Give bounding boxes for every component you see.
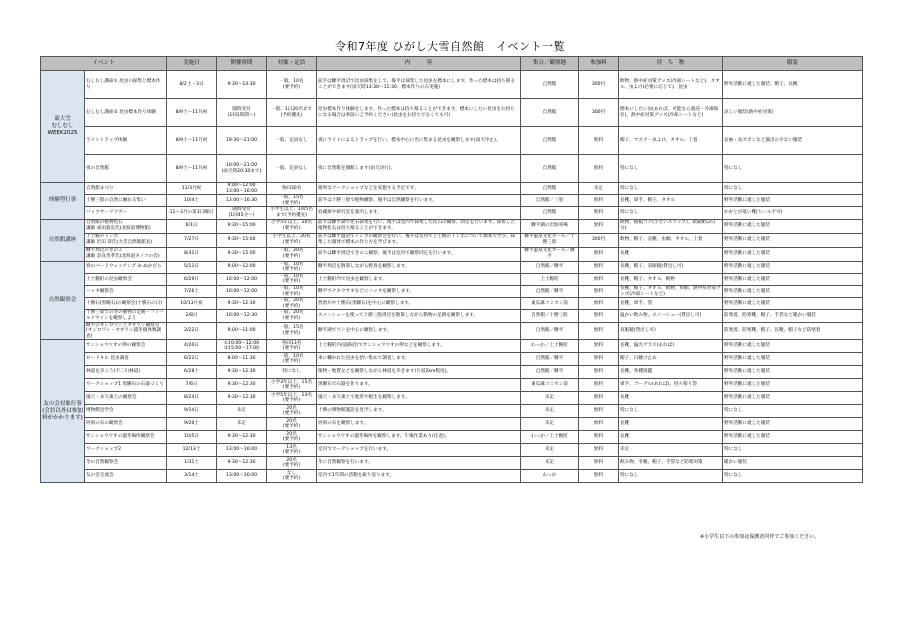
event-time: 9:30〜12:30 (217, 392, 267, 405)
header-place: 集合／観察地 (521, 57, 579, 71)
event-target: 20名 (要予約) (267, 418, 317, 431)
event-dress: 涼しい服装(熱中症対策) (723, 99, 863, 127)
event-place: 未定 (521, 444, 579, 457)
event-time: 9:30〜15:00 (217, 247, 267, 261)
event-place: 自然館 (521, 127, 579, 155)
event-date: 11/3月祝 (167, 183, 217, 195)
event-name: むしむし講座① 昆虫の採集と標本作り (85, 71, 167, 99)
event-dress: 防寒着、防寒靴、帽子、手袋など暖かい服装 (723, 310, 863, 322)
event-content: 収蔵庫や研究室を案内します。 (317, 207, 521, 219)
table-row (41, 379, 863, 392)
event-dress: 暖かい服装 (723, 457, 863, 470)
event-items: 双眼鏡(貸出し可) (619, 322, 723, 340)
event-time: 8:00〜11:30 (217, 353, 267, 366)
event-place: 自然館／糠平 (521, 353, 579, 366)
event-time: 9:30〜12:30 (217, 457, 267, 470)
event-content: 糠平湖でワシを中心に観察します。 (317, 322, 521, 340)
event-time: 13:00〜16:00 (217, 470, 267, 483)
event-place: 自然館／糠平 (521, 261, 579, 273)
event-group-label: 体験型行事 (41, 183, 85, 220)
event-items: 長靴、軍手、袋 (619, 298, 723, 310)
table-row (41, 431, 863, 444)
event-date: 10/13月祝 (167, 298, 217, 310)
event-place: 自然館／十勝三股 (521, 310, 579, 322)
event-fee: 無料 (579, 207, 619, 219)
header-items: 持 ち 物 (619, 57, 723, 71)
header-time: 開催時間 (217, 57, 267, 71)
event-place: 自然館 (521, 99, 579, 127)
event-group-label: 東大雪 むしむし WEEK2025 (41, 71, 85, 183)
event-name: 博物館見学会 (85, 405, 167, 418)
event-name: ハッタ観察会 (85, 285, 167, 297)
event-time: 9:30〜12:30 (217, 366, 267, 379)
event-date: 6/22日 (167, 353, 217, 366)
table-row (41, 219, 863, 233)
table-row (41, 310, 863, 322)
event-time: 未定 (217, 418, 267, 431)
event-items: 飲み物、冬靴、帽子、手袋など防寒対策 (619, 457, 723, 470)
event-fee: 無料 (579, 353, 619, 366)
table-row (41, 366, 863, 379)
event-fee: 無料 (579, 285, 619, 297)
event-name: 風穴・永久凍土の観察会 (85, 392, 167, 405)
event-items: 長靴 (619, 247, 723, 261)
event-items: 特になし (619, 470, 723, 483)
table-row (41, 127, 863, 155)
event-place: 未定 (521, 418, 579, 431)
event-place: 自然館 (521, 155, 579, 183)
event-place: 東瓜幕コミセン前 (521, 379, 579, 392)
event-items: 飲物、移植ゴテ(小さいスコップ)、新聞紙(2日分) (619, 219, 723, 233)
event-dress: 野外活動に適した服装 (723, 379, 863, 392)
event-date: 8/31日 (167, 247, 217, 261)
event-place: 自然館 (521, 183, 579, 195)
event-place: わっか (521, 470, 579, 483)
event-fee: 無料 (579, 470, 619, 483)
event-target: 一般、10名 (要予約) (267, 261, 317, 273)
event-time: 9:30〜15:00 (217, 233, 267, 247)
event-date: 10/4土 (167, 195, 217, 207)
event-content: 昆虫標本作り体験をします。作った標本は持ち帰ることができます。標本にしたい昆虫をお持ちになる場合は事前にご予約ください(昆虫をお持ちでなくても可) (317, 99, 521, 127)
event-content: 糠平周辺を散策しながら野鳥を観察します。 (317, 261, 521, 273)
event-content: 十勝の博物館施設を見学します。 (317, 405, 521, 418)
event-date: 7/6日 (167, 379, 217, 392)
event-date: 9/20土 (167, 418, 217, 431)
event-date: 8/9土〜11月祝 (167, 127, 217, 155)
event-target: 小学5年以上、13名 (要予約) (267, 392, 317, 405)
table-row (41, 195, 863, 207)
event-name: バックヤードツアー (85, 207, 167, 219)
document-title: 令和7年度 ひがし大雪自然館 イベント一覧 (335, 40, 565, 53)
event-time: 9:30〜12:30 (217, 379, 267, 392)
event-content: 前半は糠平周辺できのこ観察、後半は室内で観察同定を行います。 (317, 247, 521, 261)
event-target: 各回30名 (267, 183, 317, 195)
event-target: 13名 (要予約) (267, 444, 317, 457)
event-target: 小学3年以上、15名 (要予約) (267, 379, 317, 392)
table-row (41, 233, 863, 247)
event-fee: 無料 (579, 340, 619, 353)
event-dress: 野外活動に適した服装 (723, 431, 863, 444)
event-items: 軍手、ゴーグル(あれば)、持ち帰り袋 (619, 379, 723, 392)
event-target: 一般、定員なし (267, 155, 317, 183)
event-place: 自然館／糠平 (521, 366, 579, 379)
event-target: 20名 (要予約) (267, 405, 317, 418)
event-items: 長靴、帽子、タオル、飲物 (619, 273, 723, 285)
event-place: 東瓜幕コミセン前 (521, 298, 579, 310)
event-name: 十勝三股の自然に触れる集い (85, 195, 167, 207)
event-target: 各回13名 (要予約) (267, 340, 317, 353)
event-place: 糠平温泉文化ホール／十勝三股 (521, 233, 579, 247)
event-fee: 無料 (579, 457, 619, 470)
event-dress: 野外活動に適した服装 (723, 195, 863, 207)
header-row (41, 57, 863, 71)
event-place: 自然館 (521, 207, 579, 219)
event-fee: 300円 (579, 233, 619, 247)
event-content: 風穴・永久凍土で地形や植生を観察します。 (317, 392, 521, 405)
event-dress: 野外活動に適した服装 (723, 392, 863, 405)
event-place: 糠平温泉文化ホール／糠平 (521, 247, 579, 261)
table-row (41, 298, 863, 310)
event-target: 小学生以上、1回5名まで(予約優先) (267, 207, 317, 219)
event-dress: 野外活動に適した服装、帽子、長靴 (723, 71, 863, 99)
event-dress: 特になし (723, 470, 863, 483)
header-target: 対象・定員 (267, 57, 317, 71)
event-target: 一般、20名 (要予約) (267, 310, 317, 322)
event-content: 前半は糠平湖で化石採集を行い、後半は室内で採集した化石の観察、同定を行います。採集した植物化石は持ち帰ることができます。 (317, 219, 521, 233)
event-content: 植物・地質などを観察しながら林道を歩きます(片道2km程度)。 (317, 366, 521, 379)
event-items: 特になし (619, 183, 723, 195)
event-content: 室内で1年間の活動を振り返ります。 (317, 470, 521, 483)
event-items: 飲物、帽子、長靴、虫網、タオル、上着 (619, 233, 723, 247)
header-date: 実施日 (167, 57, 217, 71)
event-date: 8/24日 (167, 392, 217, 405)
table-row (41, 285, 863, 297)
event-fee: 無料 (579, 322, 619, 340)
event-items: 長靴、偏光グラス(あれば) (619, 340, 723, 353)
event-name: 林道を歩こう(不二川林道) (85, 366, 167, 379)
event-date: 7/27日 (167, 233, 217, 247)
event-items: 長靴 (619, 431, 723, 444)
event-target: 一般、10名 (要予約) (267, 273, 317, 285)
event-fee: 無料 (579, 261, 619, 273)
event-items: 特になし (619, 155, 723, 183)
event-content: 前半は糠平温泉でトンボの観察会を行い、後半は室内で上士幌のトンボについて標本で学び、採集した個体で標本の作り方を学びます。 (317, 233, 521, 247)
table-row (41, 99, 863, 127)
event-items: 特になし (619, 207, 723, 219)
event-name: 十勝石(黒曜石)の観察会(十勝石の日) (85, 298, 167, 310)
table-row (41, 261, 863, 273)
event-name: ワークショップ2 (85, 444, 167, 457)
event-target: 一般、20名 (要予約) (267, 298, 317, 310)
event-target: 小学生以上、20名 (要予約) (267, 233, 317, 247)
event-fee: 無料 (579, 431, 619, 444)
event-date: 6/1日 (167, 219, 217, 233)
event-fee: 未定 (579, 183, 619, 195)
event-target: 一般、10名 (要予約) (267, 353, 317, 366)
event-content: 糠平でナキウサギなどにハッタを観察します。 (317, 285, 521, 297)
event-content: 冬に自然観察を行います。 (317, 457, 521, 470)
event-dress: 野外活動に適した服装 (723, 418, 863, 431)
event-fee: 無料 (579, 273, 619, 285)
event-time: 19:30〜21:00 (217, 127, 267, 155)
event-date: 9/14日 (167, 405, 217, 418)
event-name: サンショウウオの越冬場所観察会 (85, 431, 167, 444)
event-content: 車に轢かれた昆虫を拾い集めて調査します。 (317, 353, 521, 366)
event-dress: 防寒着、防寒靴、帽子、長靴、帽子など防寒着 (723, 322, 863, 340)
event-content: 黒曜石で石器を作ります。 (317, 379, 521, 392)
event-time: 9:00〜12:00 (217, 261, 267, 273)
event-dress: 野外活動に適した服装 (723, 353, 863, 366)
event-date: 4/20日 (167, 340, 217, 353)
event-time: 9:30〜14:30 (217, 71, 267, 99)
event-date: 6/29日 (167, 273, 217, 285)
table-row (41, 207, 863, 219)
event-dress: かかとが低い靴(ヒール不可) (723, 207, 863, 219)
event-content: 夜にライトによるトラップを行い、標本中心に光に集まる昆虫を観察します(雨天中止)。 (317, 127, 521, 155)
event-fee: 無料 (579, 195, 619, 207)
event-place: わっか／上士幌町 (521, 431, 579, 444)
event-name: 夜の自然館 (85, 155, 167, 183)
event-group-label: 自然観察会 (41, 261, 85, 340)
table-row (41, 392, 863, 405)
event-place: 未定 (521, 405, 579, 418)
event-place: 自然館／糠平 (521, 322, 579, 340)
event-group-label: 自然館講座 (41, 219, 85, 261)
event-time: 10:00〜12:00 (217, 273, 267, 285)
event-fee: 無料 (579, 366, 619, 379)
event-date: 7/26土 (167, 285, 217, 297)
event-fee: 無料 (579, 310, 619, 322)
event-dress: 野外活動に適した服装 (723, 340, 863, 353)
event-name: 冬の自然観察会 (85, 457, 167, 470)
event-dress: 特になし (723, 155, 863, 183)
event-time: 9:00〜12:00 13:00〜16:00 (217, 183, 267, 195)
event-target: 20名 (要予約) (267, 431, 317, 444)
event-time: 9:30〜12:30 (217, 298, 267, 310)
event-place: 未定 (521, 392, 579, 405)
event-fee: 無料 (579, 379, 619, 392)
event-dress: 特になし (723, 405, 863, 418)
event-time: 随時受付 (1回45分〜) (217, 207, 267, 219)
event-items: 飲物、熱中症対策グッズ(冷却シートなど)、タオル、虫よけ(必要に応じて)、昆虫 (619, 71, 723, 99)
event-name: サンショウウオの卵の観察会 (85, 340, 167, 353)
event-content: スノーシューを使って十勝三股周辺を散策しながら動物の足跡を観察します。 (317, 310, 521, 322)
event-target: 小学5年以上、20名 (要予約) (267, 219, 317, 233)
event-date: 11〜3月の第3日曜日 (167, 207, 217, 219)
event-items: 長靴、各種図鑑 (619, 366, 723, 379)
event-name: ロードキル 昆虫調査 (85, 353, 167, 366)
event-date: 2/22日 (167, 322, 217, 340)
event-time: 13:00〜16:00 (217, 444, 267, 457)
event-items: 帽子、マスク・虫よけ、タオル、上着 (619, 127, 723, 155)
footnote: ※小学生以下の参加は保護者同伴でご参加ください。 (700, 534, 820, 540)
event-table (40, 56, 863, 483)
event-time: 9:30〜12:30 (217, 431, 267, 444)
event-dress: 野外活動に適した服装 (723, 298, 863, 310)
event-date: 8/2土・3日 (167, 71, 217, 99)
event-content: 前半は糠平周辺で昆虫採集をして、後半は採集した昆虫を標本にします。作った標本は持ち帰ることができます(雨天時13:30〜11:30、標本作りのみ実施) (317, 71, 521, 99)
event-dress: 特になし (723, 444, 863, 457)
event-fee: 無料 (579, 444, 619, 457)
event-place: わっか／上士幌町 (521, 340, 579, 353)
event-items: 温かい飲み物、スノーシュー(貸出し可) (619, 310, 723, 322)
event-time: 9:00〜11:00 (217, 322, 267, 340)
event-fee: 無料 (579, 418, 619, 431)
event-content: 室内でワークショップを行います。 (317, 444, 521, 457)
table-row (41, 155, 863, 183)
event-time: 未定 (217, 405, 267, 418)
event-target: 一般、15名 (要予約) (267, 322, 317, 340)
table-row (41, 405, 863, 418)
event-name: 友の会交流会 (85, 470, 167, 483)
event-items: 帽子、日焼け止め (619, 353, 723, 366)
event-name: 十勝三股での冬の動物の足跡・フィールドサインを観察しよう (85, 310, 167, 322)
event-date: 8/9土〜11月祝 (167, 99, 217, 127)
event-place: 未定 (521, 457, 579, 470)
event-target: 一般、10名 (要予約) (267, 71, 317, 99)
event-date: 2/8日 (167, 310, 217, 322)
table-row (41, 322, 863, 340)
event-name: 自然館の植物化石 講師 成田敦史氏(北海道博物館) (85, 219, 167, 233)
event-time: 13:00〜16:30 (217, 195, 267, 207)
event-target: 20名 (要予約) (267, 457, 317, 470)
event-content: 前半は十勝三股で植物観察、後半は自然観察を行います。 (317, 195, 521, 207)
event-name: 上士幌町の昆虫観察会 (85, 273, 167, 285)
event-target: 一般、20名 (要予約) (267, 247, 317, 261)
event-date: 8/9土〜11月祝 (167, 155, 217, 183)
event-items: 長靴、帽子、タオル、飲物、虫網、熱中症対策グッズ(冷却シートなど) (620, 285, 721, 297)
header-content: 内 容 (317, 57, 521, 71)
event-content: 上士幌町内で昆虫を観察します。 (317, 273, 521, 285)
event-place: 自然館 (521, 71, 579, 99)
event-fee: 無料 (579, 247, 619, 261)
event-place: 糠平湖の沢駐車場 (521, 219, 579, 233)
table-row (41, 340, 863, 353)
event-name: 自然館まつり (85, 183, 167, 195)
event-fee: 無料 (579, 219, 619, 233)
event-items: 特になし (619, 405, 723, 418)
table-row (41, 183, 863, 195)
event-dress: 野外活動に適した服装 (723, 233, 863, 247)
table-row (41, 457, 863, 470)
event-items: 未定 (619, 444, 723, 457)
event-name: 春のバードウォッチング in ぬかびら (85, 261, 167, 273)
header-fee: 参加料 (579, 57, 619, 71)
event-dress: 野外活動に適した服装 (723, 273, 863, 285)
event-items: 標本にしたい虫(あれば、可能なら液浸・冷凍保存)、熱中症対策グッズ(冷却シートなど) (619, 99, 723, 127)
event-dress: 野外活動に適した服装 (723, 247, 863, 261)
header-dress: 服装 (723, 57, 863, 71)
event-name: むしむし講座② 昆虫標本作り体験 (85, 99, 167, 127)
event-date: 5/11日 (167, 261, 217, 273)
event-name: 河原の石の観察会 (85, 418, 167, 431)
event-target: 一般、定員なし (267, 127, 317, 155)
event-fee: 無料 (579, 392, 619, 405)
event-dress: 長袖・長ズボンなど露出の少ない服装 (723, 127, 863, 155)
event-date: 12/13土 (167, 444, 217, 457)
event-target: 特になし (267, 366, 317, 379)
event-fee: 無料 (579, 127, 619, 155)
event-items: 長靴 (619, 418, 723, 431)
event-items: 長靴、軍手、帽子、タオル (619, 195, 723, 207)
event-name: 糠平のオジロワシとオオワシ観察会(オジロワシ・オオワシ越冬個体数調査) (85, 322, 167, 340)
event-dress: 野外活動に適した服装 (723, 366, 863, 379)
event-fee: 300円 (579, 71, 619, 99)
event-target: 一般、1日20名まで (予約優先) (267, 99, 317, 127)
event-content: サンショウウオの越冬場所を観察します。午後作業あり(任意)。 (317, 431, 521, 444)
event-target: 一般、10名 (要予約) (267, 285, 317, 297)
event-date: 3/14土 (167, 470, 217, 483)
event-date: 1/31土 (167, 457, 217, 470)
event-dress: 野外活動に適した服装 (723, 285, 863, 297)
event-content: 上士幌町内(道路沿)でサンショウウオの卵などを観察します。 (317, 340, 521, 353)
event-content: 河原の石を観察します。 (317, 418, 521, 431)
event-time: 随時受付 (1回1時間〜) (217, 99, 267, 127)
event-dress: 特になし (723, 183, 863, 195)
event-time: 10:00〜12:30 (217, 310, 267, 322)
event-name: 上士幌のトンボ 講師 沢田 恭氏(大雪自然館館長) (85, 233, 167, 247)
event-date: 10/5日 (167, 431, 217, 444)
event-items: 長靴 (619, 392, 723, 405)
event-target: なし (要予約) (267, 470, 317, 483)
event-name: ワークショップ1 黒曜石の石器づくり (85, 379, 167, 392)
event-place: 自然館／三股 (521, 195, 579, 207)
event-fee: 300円 (579, 99, 619, 127)
event-date: 6/28土 (167, 366, 217, 379)
event-fee: 無料 (579, 298, 619, 310)
table-row (41, 444, 863, 457)
event-name: ライトトラップ体験 (85, 127, 167, 155)
event-dress: 野外活動に適した服装 (723, 261, 863, 273)
event-time: 9:30〜15:00 (217, 219, 267, 233)
event-time: ①10:00〜12:00 ②15:00〜17:00 (217, 340, 267, 353)
event-time: 10:00〜21:00 (雨天時20:30まで) (217, 155, 267, 183)
event-dress: 野外活動に適した服装 (723, 219, 863, 233)
table-row (41, 71, 863, 99)
event-content: 簡単なワークショップなどを実施する予定です。 (317, 183, 521, 195)
event-fee: 無料 (579, 155, 619, 183)
table-body (41, 71, 863, 483)
table-row (41, 247, 863, 261)
event-content: 然別川や十勝石(黒曜石)を中心に観察します。 (317, 298, 521, 310)
table-row (41, 273, 863, 285)
header-event: イベント (41, 57, 167, 71)
event-group-label: 友の会対象行事 (会員以外は参加料がかかります) (41, 340, 85, 483)
event-name: 糠平周辺のきのこ 講師 奈良善孝氏(北海道キノコの会) (85, 247, 167, 261)
event-place: 上士幌町 (521, 273, 579, 285)
table-row (41, 353, 863, 366)
event-time: 10:00〜12:00 (217, 285, 267, 297)
event-target: 一般、15名 (要予約) (267, 195, 317, 207)
event-items: 長靴、帽子、双眼鏡(貸出し可) (619, 261, 723, 273)
table-row (41, 418, 863, 431)
event-place: 自然館／糠平 (521, 285, 579, 297)
event-content: 夜に自然館を開館します(雨天決行)。 (317, 155, 521, 183)
table-row (41, 470, 863, 483)
event-fee: 無料 (579, 405, 619, 418)
